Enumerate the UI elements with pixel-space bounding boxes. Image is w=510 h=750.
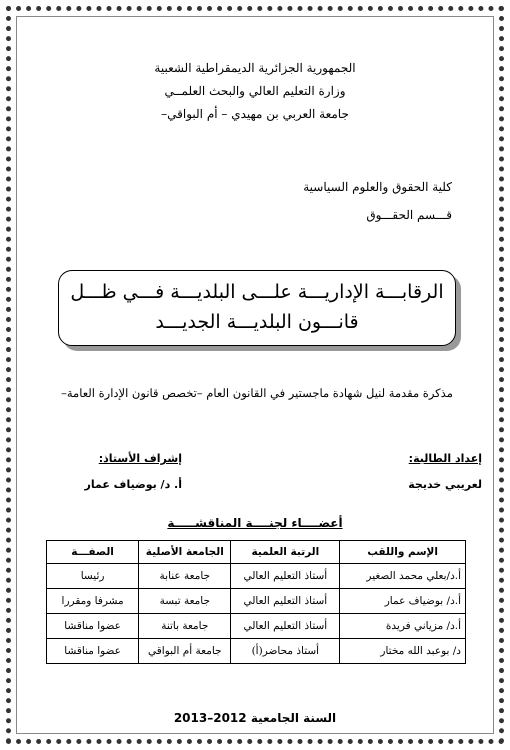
student-name: لعريبي خديجة [408, 478, 482, 491]
table-row [47, 639, 466, 664]
member-university: جامعة عنابة [139, 564, 231, 589]
member-name: أ.د/بعلي محمد الصغير [340, 564, 466, 589]
university-line: جامعة العربي بن مهيدي – أم البواقي– [161, 107, 349, 121]
committee-header-row [47, 541, 466, 564]
department-name: قـــسم الحقـــوق [366, 208, 452, 222]
header-rank: الرتبة العلمية [231, 541, 340, 564]
student-label: إعداد الطالبة: [408, 452, 482, 465]
thesis-note: مذكرة مقدمة لنيل شهادة ماجستير في القانون العام –تخصص قانون الإدارة العامة– [61, 386, 453, 400]
member-role: عضوا مناقشا [47, 639, 139, 664]
member-role: مشرفا ومقررا [47, 589, 139, 614]
committee-table [46, 540, 466, 664]
header-role: الصفـــة [47, 541, 139, 564]
member-university: جامعة تبسة [139, 589, 231, 614]
table-row [47, 614, 466, 639]
committee-title: أعضــــاء لجنــــة المناقشـــــة [167, 516, 343, 530]
member-name: أ.د/ مزياني فريدة [340, 614, 466, 639]
member-rank: أستاذ التعليم العالي [231, 614, 340, 639]
member-name: د/ بوعبد الله مختار [340, 639, 466, 664]
republic-line: الجمهورية الجزائرية الديمقراطية الشعبية [154, 61, 356, 75]
member-rank: أستاذ التعليم العالي [231, 589, 340, 614]
thesis-title-line-2: قانـــون البلديـــة الجديـــد [155, 311, 359, 333]
member-rank: أستاذ محاضر(أ) [231, 639, 340, 664]
thesis-title-line-1: الرقابـــة الإداريـــة علـــى البلديـــة فـــي ظـــل [70, 281, 444, 303]
member-role: رئيسا [47, 564, 139, 589]
member-name: أ.د/ بوضياف عمار [340, 589, 466, 614]
member-role: عضوا مناقشا [47, 614, 139, 639]
supervisor-name: أ. د/ بوضياف عمار [84, 478, 182, 491]
thesis-title-box [58, 270, 456, 346]
supervisor-label: إشراف الأستاذ: [98, 452, 182, 465]
table-row [47, 589, 466, 614]
header-name: الإسم واللقب [340, 541, 466, 564]
member-university: جامعة باتنة [139, 614, 231, 639]
faculty-name: كلية الحقوق والعلوم السياسية [303, 180, 452, 194]
member-university: جامعة أم البواقي [139, 639, 231, 664]
table-row [47, 564, 466, 589]
member-rank: أستاذ التعليم العالي [231, 564, 340, 589]
ministry-line: وزارة التعليم العالي والبحث العلمــي [164, 84, 346, 98]
header-university: الجامعة الأصلية [139, 541, 231, 564]
academic-year: السنة الجامعية 2012–2013 [173, 711, 337, 725]
